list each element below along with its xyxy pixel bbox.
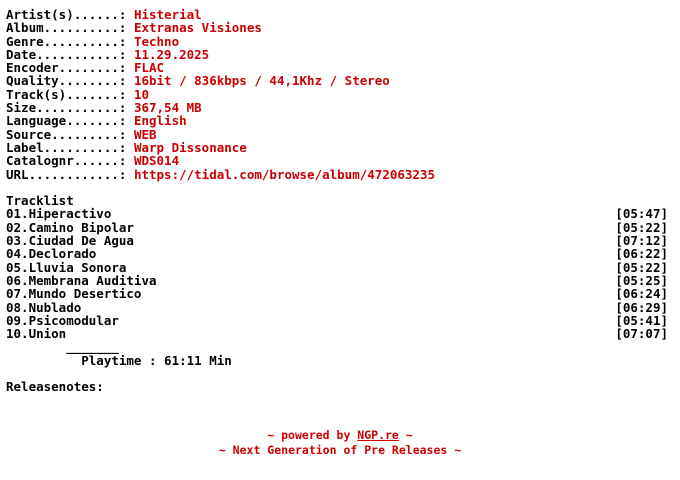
info-label: Encoder........:	[6, 60, 127, 76]
track-row	[6, 221, 674, 234]
info-row	[6, 74, 674, 87]
track-duration: [05:41]	[615, 312, 668, 328]
info-label: Date...........:	[6, 46, 127, 62]
track-duration: [07:12]	[615, 233, 668, 249]
info-label: Label..........:	[6, 139, 127, 155]
tracklist-heading: Tracklist	[6, 193, 74, 209]
info-row	[6, 114, 674, 127]
track-row	[6, 207, 674, 220]
info-label: Quality........:	[6, 73, 127, 89]
track-row	[6, 314, 674, 327]
track-name: 02.Camino Bipolar	[6, 219, 134, 235]
track-duration: [05:22]	[615, 259, 668, 275]
track-row	[6, 287, 674, 300]
info-row	[6, 61, 674, 74]
info-row	[6, 101, 674, 114]
spacer	[6, 181, 674, 194]
footer-line-powered-by	[0, 428, 680, 443]
track-name: 05.Lluvia Sonora	[6, 259, 127, 275]
info-label: Source.........:	[6, 126, 127, 142]
track-name: 08.Nublado	[6, 299, 82, 315]
info-label: Catalognr......:	[6, 153, 127, 169]
track-duration: [05:22]	[615, 219, 668, 235]
info-row	[6, 48, 674, 61]
info-value: 10	[133, 86, 150, 102]
info-label: Track(s).......:	[6, 86, 127, 102]
track-duration: [05:25]	[615, 272, 668, 288]
release-url[interactable]: https://tidal.com/browse/album/472063235	[133, 166, 435, 182]
track-row	[6, 247, 674, 260]
info-row	[6, 88, 674, 101]
info-row	[6, 128, 674, 141]
info-label: Album..........:	[6, 20, 127, 36]
footer	[0, 428, 680, 458]
info-value: WEB	[133, 126, 157, 142]
info-label: URL............:	[6, 166, 127, 182]
footer-powered-suffix: ~	[398, 428, 413, 442]
info-row-url	[6, 168, 674, 181]
track-duration: [06:29]	[615, 299, 668, 315]
track-row	[6, 301, 674, 314]
footer-powered-prefix: ~ powered by	[267, 428, 358, 442]
tracklist-divider: _______	[6, 339, 119, 355]
info-value: 16bit / 836kbps / 44,1Khz / Stereo	[133, 73, 390, 89]
info-label: Language.......:	[6, 113, 127, 129]
info-label: Artist(s)......:	[6, 7, 127, 22]
info-value: 11.29.2025	[133, 46, 210, 62]
track-name: 10.Union	[6, 326, 67, 342]
track-name: 07.Mundo Desertico	[6, 286, 142, 302]
track-duration: [06:24]	[615, 286, 668, 302]
tracklist	[6, 207, 674, 340]
info-value: Histerial	[133, 7, 202, 22]
info-row	[6, 141, 674, 154]
releasenotes-heading: Releasenotes:	[6, 379, 104, 395]
info-value: WDS014	[133, 153, 180, 169]
track-name: 03.Ciudad De Agua	[6, 233, 134, 249]
track-row	[6, 261, 674, 274]
info-value: Techno	[133, 33, 180, 49]
footer-line-tagline: ~ Next Generation of Pre Releases ~	[218, 443, 462, 457]
info-row	[6, 8, 674, 21]
info-label: Genre..........:	[6, 33, 127, 49]
total-playtime: Playtime : 61:11 Min	[6, 352, 232, 368]
track-row	[6, 327, 674, 340]
info-row	[6, 21, 674, 34]
release-info-block	[6, 8, 674, 181]
track-name: 04.Declorado	[6, 246, 97, 262]
info-value: FLAC	[133, 60, 165, 76]
track-duration: [05:47]	[615, 206, 668, 222]
track-row	[6, 274, 674, 287]
track-duration: [06:22]	[615, 246, 668, 262]
track-name: 09.Psicomodular	[6, 312, 119, 328]
info-value: Warp Dissonance	[133, 139, 247, 155]
track-name: 01.Hiperactivo	[6, 206, 112, 222]
track-row	[6, 234, 674, 247]
info-label: Size...........:	[6, 100, 127, 116]
info-value: 367,54 MB	[133, 100, 202, 116]
info-value: Extranas Visiones	[133, 20, 262, 36]
info-row	[6, 35, 674, 48]
info-value: English	[133, 113, 187, 129]
track-duration: [07:07]	[615, 326, 668, 342]
track-name: 06.Membrana Auditiva	[6, 272, 157, 288]
info-row	[6, 154, 674, 167]
ngp-link[interactable]: NGP.re	[357, 428, 399, 442]
